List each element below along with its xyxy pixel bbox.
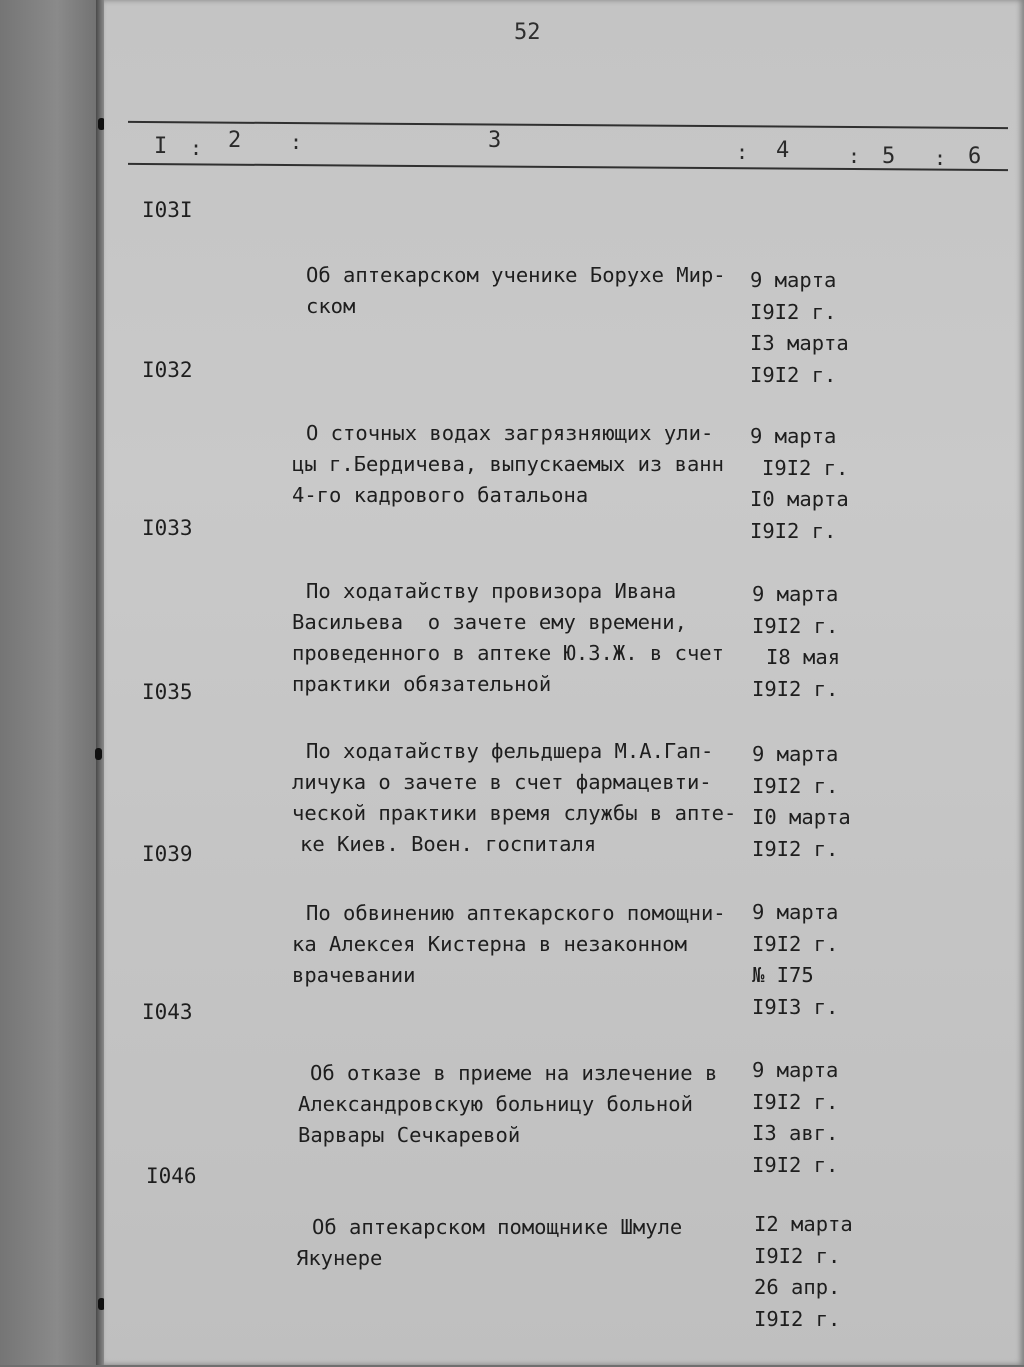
column-header-4: 4 — [776, 138, 790, 163]
previous-page-strip — [0, 0, 104, 1365]
entry-number: I032 — [142, 358, 193, 382]
column-separator: : — [934, 146, 947, 170]
entry-title: О сточных водах загрязняющих ули- цы г.Бердичева, выпускаемых из ванн 4-го кадрового батальона — [292, 421, 724, 507]
entry-title: По ходатайству провизора Ивана Васильева о зачете ему времени, проведенного в аптеке Ю.З.Ж. в счет практики обязательной — [292, 579, 724, 696]
column-header-2: 2 — [228, 128, 242, 153]
entry-title: Об отказе в приеме на излечение в Александровскую больницу больной Варвары Сечкаревой — [298, 1061, 718, 1147]
entry-dates: 9 марта I9I2 г. № I75 I9I3 г. — [752, 900, 839, 1019]
entry-title: По ходатайству фельдшера М.А.Гап- личука о зачете в счет фармацевти- ческой практики время службы в апте- ке Киев. Воен. госпиталя — [292, 739, 737, 856]
column-header-6: 6 — [968, 144, 982, 169]
entry-dates: 9 марта I9I2 г. I8 мая I9I2 г. — [752, 582, 841, 701]
column-separator: : — [290, 130, 303, 154]
column-header-5: 5 — [882, 144, 896, 169]
entry-title: По обвинению аптекарского помощни- ка Алексея Кистерна в незаконном врачевании — [292, 901, 726, 987]
column-header-3: 3 — [488, 128, 502, 153]
entry-dates: 9 марта I9I2 г. I3 авг. I9I2 г. — [752, 1058, 839, 1177]
entry-title: Об аптекарском помощнике Шмуле Якунере — [296, 1215, 683, 1270]
column-separator: : — [190, 136, 203, 160]
entry-number: I035 — [142, 680, 193, 704]
entry-title: Об аптекарском ученике Борухе Мир- ском — [306, 263, 726, 318]
column-separator: : — [736, 140, 749, 164]
staple-middle — [95, 748, 102, 760]
entry-dates: I2 марта I9I2 г. 26 апр. I9I2 г. — [754, 1212, 853, 1331]
page-number: 52 — [514, 20, 541, 45]
column-header-1: I — [154, 134, 168, 159]
entry-number: I046 — [146, 1164, 197, 1188]
entry-number: I033 — [142, 516, 193, 540]
column-separator: : — [848, 144, 861, 168]
entry-number: I03I — [142, 198, 193, 222]
entry-dates: 9 марта I9I2 г. I0 марта I9I2 г. — [752, 742, 851, 861]
entry-number: I043 — [142, 1000, 193, 1024]
entry-dates: 9 марта I9I2 г. I3 марта I9I2 г. — [750, 268, 849, 387]
entry-dates: 9 марта I9I2 г. I0 марта I9I2 г. — [750, 424, 849, 543]
entry-number: I039 — [142, 842, 193, 866]
